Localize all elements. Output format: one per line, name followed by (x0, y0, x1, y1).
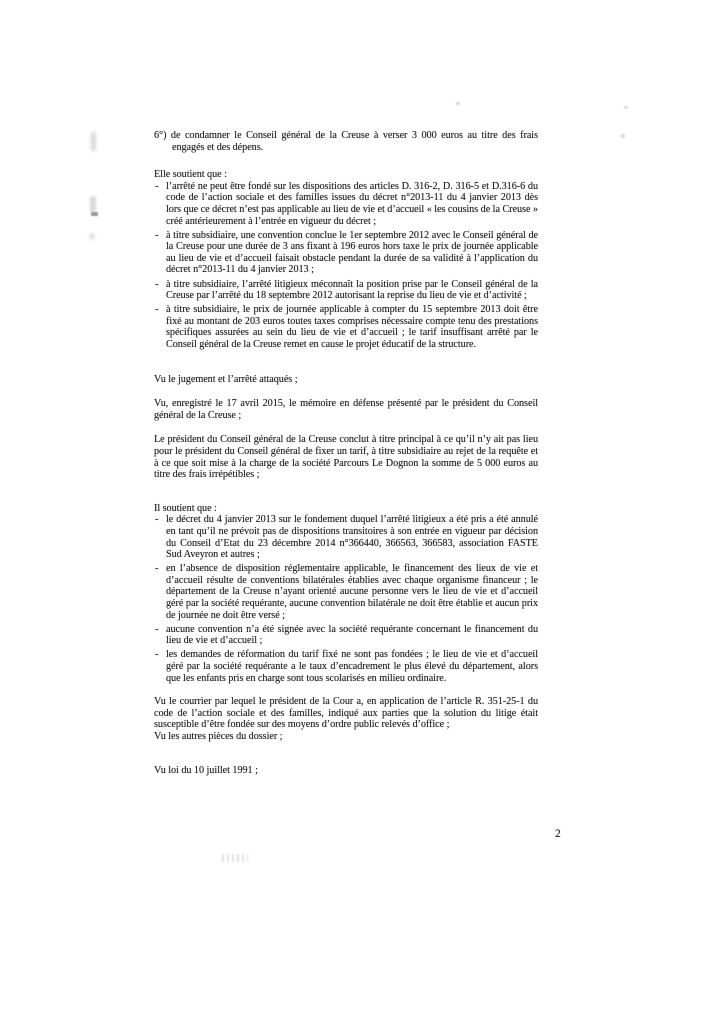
scan-artifact (222, 854, 248, 862)
list-elle-soutient (154, 181, 538, 351)
scan-artifact (91, 212, 98, 216)
scan-artifact (456, 102, 460, 105)
page-number: 2 (555, 828, 561, 840)
scan-artifact (89, 233, 95, 240)
para-condamner: 6°) de condamner le Conseil général de la Creuse à verser 3 000 euros au titre des frais engagés et des dépens. (154, 130, 538, 153)
list-item (154, 279, 538, 302)
bullet-dash: - (155, 649, 159, 661)
bullet-dash: - (155, 304, 159, 316)
bullet-dash: - (155, 278, 159, 290)
list-item-text: à titre subsidiaire, une convention conclue le 1er septembre 2012 avec le Conseil général de la Creuse pour une durée de 3 ans fixant à 196 euros hors taxe le prix de journée applicable au lieu de vie et d’accueil faisait obstacle pendant la durée de sa validité à l’application du décret n°2013-11 du 4 janvier 2013 ; (166, 229, 538, 276)
para-vu-courrier: Vu le courrier par lequel le président de la Cour a, en application de l’article R. 351-25-1 du code de l’action sociale et des familles, indiqué aux parties que la solution du litige était susceptible d’être fondée sur des moyens d’ordre public relevés d’office ; (154, 696, 538, 731)
bullet-dash: - (155, 229, 159, 241)
list-item-text: à titre subsidiaire, le prix de journée applicable à compter du 15 septembre 2013 doit être fixé au montant de 203 euros toutes taxes comprises nécessaire compte tenu des prestations spécifiques assurées au sein du lieu de vie et d’accueil ; le tarif insuffisant arrêté par le Conseil général de la Creuse remet en cause le projet éducatif de la structure. (166, 304, 538, 350)
bullet-dash: - (155, 180, 159, 192)
bullet-dash: - (155, 563, 159, 575)
para-vu-enregistre: Vu, enregistré le 17 avril 2015, le mémoire en défense présenté par le président du Conseil général de la Creuse ; (154, 398, 538, 421)
list-item-text: aucune convention n’a été signée avec la société requérante concernant le financement du lieu de vie et d’accueil ; (166, 623, 538, 647)
para-vu-loi: Vu loi du 10 juillet 1991 ; (154, 764, 258, 776)
para-elle-soutient: Elle soutient que : (154, 169, 227, 181)
bullet-dash: - (155, 623, 159, 635)
para-il-soutient: Il soutient que : (154, 502, 217, 514)
bullet-dash: - (155, 514, 159, 526)
list-item (154, 649, 538, 684)
scan-artifact (91, 132, 96, 151)
list-item (154, 230, 538, 276)
list-item (154, 181, 538, 227)
list-item (154, 304, 538, 350)
list-il-soutient (154, 514, 538, 684)
list-item-text: l’arrêté ne peut être fondé sur les dispositions des articles D. 316-2, D. 316-5 et D.316-6 du code de l’action sociale et des familles issues du décret n°2013-11 du 4 janvier 2013 dès lors que ce décret n’est pas applicable au lieu de vie et d’accueil « les cousins de la Creuse » créé antérieurement à l’entrée en vigueur du décret ; (166, 180, 538, 227)
list-item-text: à titre subsidiaire, l’arrêté litigieux méconnaît la position prise par le Conseil général de la Creuse par l’arrêté du 18 septembre 2012 autorisant la reprise du lieu de vie et d’activité ; (166, 278, 538, 302)
scan-artifact (624, 106, 628, 109)
list-item (154, 563, 538, 621)
list-item (154, 514, 538, 560)
scan-artifact (621, 134, 625, 138)
para-vu-autres-pieces: Vu les autres pièces du dossier ; (154, 730, 283, 742)
list-item-text: le décret du 4 janvier 2013 sur le fondement duquel l’arrêté litigieux a été pris a été annulé en tant qu’il ne prévoit pas de dispositions transitoires à son entrée en vigueur par décision du Conseil d’Etat du 23 décembre 2014 n°366440, 366563, 366583, association FASTE Sud Aveyron et autres ; (166, 514, 538, 561)
list-item (154, 624, 538, 647)
list-item-text: en l’absence de disposition réglementaire applicable, le financement des lieux de vie et d’accueil résulte de conventions bilatérales établies avec chaque organisme financeur ; le département de la Creuse n’ayant orienté aucune personne vers le lieu de vie et d’accueil géré par la société requérante, aucune convention bilatérale ne doit être établie et aucun prix de journée ne doit être versé ; (166, 563, 538, 621)
list-item-text: les demandes de réformation du tarif fixé ne sont pas fondées ; le lieu de vie et d’accueil géré par la société requérante a le taux d’encadrement le plus élevé du département, alors que les enfants pris en charge sont tous scolarisés en milieu ordinaire. (166, 649, 538, 684)
document-body (154, 130, 538, 776)
para-le-president: Le président du Conseil général de la Creuse conclut à titre principal à ce qu’il n’y ait pas lieu pour le président du Conseil général de fixer un tarif, à titre subsidiaire au rejet de la requête et à ce que soit mise à la charge de la société Parcours Le Dognon la somme de 5 000 euros au titre des frais irrépétibles ; (154, 434, 538, 481)
para-vu-jugement: Vu le jugement et l’arrêté attaqués ; (154, 373, 298, 385)
scan-artifact (90, 196, 96, 212)
